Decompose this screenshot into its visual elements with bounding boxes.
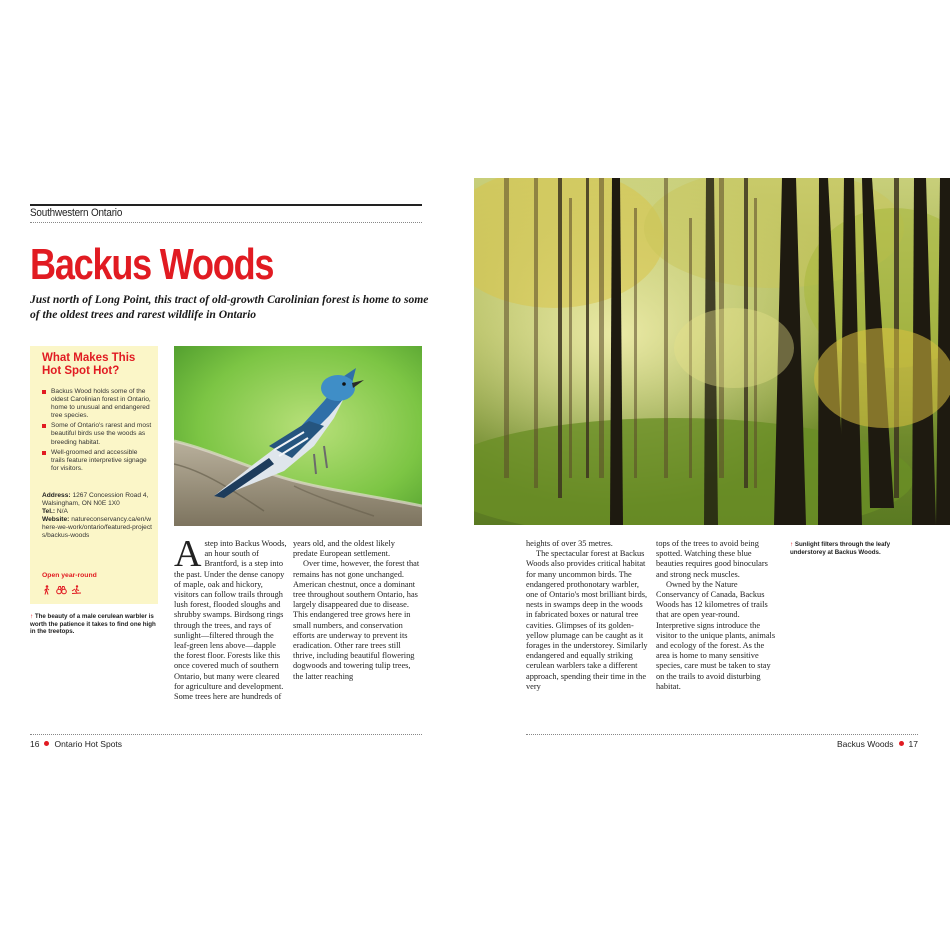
- drop-cap: A: [174, 533, 202, 575]
- sidebar-bullet-list: [42, 388, 152, 475]
- square-bullet-icon: [42, 424, 46, 428]
- square-bullet-icon: [42, 390, 46, 394]
- body-paragraph: The spectacular forest at Backus Woods also provides critical habitat for many uncommon birds. The endangered prothonotary warbler, one of Ontario's most brilliant birds, nests in swamps deep in the woods in fabricated boxes or natural tree cavities. Glimpses of its golden-yellow plumage can be caught as it forages in the understorey. Similarly endangered and equally striking cerulean warblers take a different approach, spending their time in the very: [526, 549, 648, 691]
- page-number-right: 17: [908, 739, 918, 749]
- tel-line: Tel.: N/A: [42, 508, 68, 516]
- body-paragraph: years old, and the oldest likely predate European settlement.: [293, 539, 395, 559]
- article-title: Backus Woods: [30, 240, 274, 289]
- sidebar-title: What Makes This Hot Spot Hot?: [42, 352, 136, 377]
- open-hours: Open year-round: [42, 572, 97, 579]
- bird-photo-caption: ↑ The beauty of a male cerulean warbler is worth the patience it takes to find one high in the treetops.: [30, 613, 156, 636]
- forest-photo-caption: ↑ Sunlight filters through the leafy understorey at Backus Woods.: [790, 541, 891, 556]
- chapter-title: Backus Woods: [836, 739, 894, 749]
- book-title: Ontario Hot Spots: [54, 739, 123, 749]
- footer-rule-left: [30, 734, 422, 735]
- body-column-2: [293, 539, 421, 682]
- square-bullet-icon: [42, 451, 46, 455]
- sidebar-bullet: Backus Wood holds some of the oldest Carolinian forest in Ontario, home to unusual and endangered tree species.: [42, 388, 152, 420]
- header-rule: [30, 204, 422, 206]
- body-paragraph: heights of over 35 metres.: [526, 539, 613, 548]
- hiking-icon: [42, 585, 52, 595]
- website-line: Website: natureconservancy.ca/en/where-we-work/ontario/featured-projects/backus-woods: [42, 516, 152, 540]
- sidebar-contact-info: [42, 492, 152, 541]
- body-paragraph: Astep into Backus Woods, an hour south of Brantford, is a step into the past. Under the dense canopy of maple, oak and hickory, visitors can follow trails through lush forest, flooded sloughs and shrubby swamps. Birdsong rings through the trees, and rays of sunlight—filtered through the leaf-green lens above—dapple the forest floor. Forests like this once covered much of southern Ontario, but many were cleared for agriculture and development. Some trees here are hundreds of: [174, 533, 287, 702]
- body-column-1: [174, 533, 288, 702]
- page-number-left: 16: [30, 739, 40, 749]
- sidebar-bullet: Well-groomed and accessible trails feature interpretive signage for visitors.: [42, 449, 152, 473]
- header-dotted-rule: [30, 222, 422, 223]
- forest-photo: [474, 178, 950, 525]
- body-column-3: [526, 539, 648, 692]
- body-column-4: [656, 539, 778, 692]
- cerulean-warbler-photo: [174, 346, 422, 526]
- caption-arrow-icon: ↑: [30, 613, 35, 620]
- footer-dot-icon: [899, 741, 904, 746]
- body-paragraph: tops of the trees to avoid being spotted. Watching these blue beauties requires good binoculars and strong neck muscles.: [656, 539, 768, 579]
- footer-rule-right: [526, 734, 918, 735]
- activity-icons: [42, 585, 82, 595]
- footer-left: [30, 739, 122, 749]
- section-label: Southwestern Ontario: [30, 207, 123, 219]
- body-paragraph: Owned by the Nature Conservancy of Canada, Backus Woods has 12 kilometres of trails that are open year-round. Interpretive signs introduce the visitor to the unique plants, animals and ecology of the forest. As the area is home to many sensitive species, care must be taken to stay on the trails to avoid disturbing habitat.: [656, 579, 776, 691]
- binoculars-icon: [56, 585, 67, 595]
- caption-arrow-icon: ↑: [790, 541, 795, 548]
- cross-country-ski-icon: [71, 585, 82, 595]
- footer-right: [837, 739, 918, 749]
- article-subtitle: Just north of Long Point, this tract of old-growth Carolinian forest is home to some of the oldest trees and rarest wildlife in Ontario: [30, 293, 429, 321]
- body-paragraph: Over time, however, the forest that remains has not gone unchanged. American chestnut, once a dominant tree throughout southern Ontario, has largely disappeared due to disease. This endangered tree grows here in small numbers, and conservation efforts are underway to prevent its eradication. Other rare trees still thrive, including beautiful flowering dogwoods and towering tulip trees, the latter reaching: [293, 559, 420, 681]
- address-line: Address: 1267 Concession Road 4, Walsingham, ON N0E 1X0: [42, 492, 149, 508]
- sidebar-bullet: Some of Ontario's rarest and most beautiful birds use the woods as breeding habitat.: [42, 422, 152, 446]
- hot-spot-sidebar: [30, 346, 158, 604]
- footer-dot-icon: [44, 741, 49, 746]
